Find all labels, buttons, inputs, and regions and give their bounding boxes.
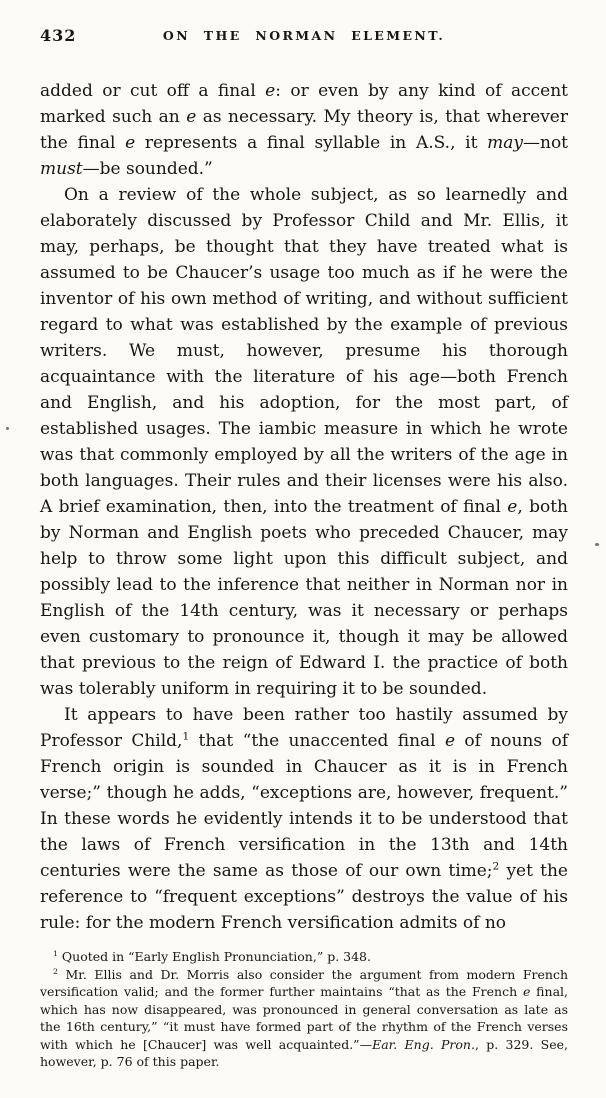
text-segment: Quoted in “Early English Pronunciation,” p. 348. — [57, 949, 371, 964]
footnote-ref: 2 — [53, 966, 58, 976]
paragraph — [40, 182, 568, 702]
paragraph — [40, 702, 568, 936]
text-segment: On a review of the whole subject, as so learnedly and elaborately discussed by Professor Child and Mr. Ellis, it may, perhaps, be thought that they have treated what is assumed to be Chaucer’s usage too much as if he were the inventor of his own method of writing, and without sufficient regard to what was established by the example of previous writers. We must, however, presume his thorough acquaintance with the literature of his age—both French and English, and his adoption, for the most part, of established usages. The iambic measure in which he wrote was that commonly employed by all the writers of the age in both languages. Their rules and their licenses were his also. A brief examination, then, into the treatment of final — [40, 185, 568, 517]
footnote-ref: 1 — [53, 948, 58, 958]
text-segment: represents a final syllable in A.S., it — [135, 133, 488, 153]
footnote-ref: 1 — [182, 730, 190, 743]
text-segment: yet the reference to “frequent exceptions” destroys the value of his rule: for the modern French versification admits of no — [40, 861, 568, 933]
body-text — [40, 78, 568, 936]
text-segment: may — [487, 133, 523, 153]
text-segment: e — [125, 133, 136, 153]
paragraph — [40, 78, 568, 182]
text-segment: added or cut off a final — [40, 81, 266, 101]
text-segment: as necessary. My theory is, that wherever the final — [40, 107, 568, 153]
scan-speck — [6, 427, 9, 430]
text-segment: e — [265, 81, 276, 101]
footnote — [40, 948, 568, 966]
text-segment: e — [507, 497, 518, 517]
text-segment: —not — [523, 133, 569, 153]
text-segment: e — [186, 107, 197, 127]
running-title: ON THE NORMAN ELEMENT. — [162, 28, 446, 43]
text-segment: that “the unaccented final — [189, 731, 445, 751]
text-segment: Mr. Ellis and Dr. Morris also consider the argument from modern French versification valid; and the former further maintains “that as the French — [40, 966, 568, 999]
text-segment: e — [444, 731, 456, 751]
text-segment: must — [40, 159, 83, 179]
scan-speck — [595, 543, 599, 546]
footnotes — [40, 948, 568, 1071]
text-segment: It appears to have been rather too hastily assumed by Professor Child, — [40, 705, 568, 751]
text-segment: , p. 329. See, however, p. 76 of this paper. — [40, 1036, 568, 1069]
page-header — [40, 26, 568, 46]
text-segment: , both by Norman and English poets who preceded Chaucer, may help to throw some light upon this difficult subject, and possibly lead to the inference that neither in Norman nor in English of the 14th century, was it necessary or perhaps even customary to pronounce it, though it may be allowed that previous to the reign of Edward I. the practice of both was tolerably uniform in requiring it to be sounded. — [40, 497, 568, 699]
text-segment: —be sounded.” — [82, 159, 213, 179]
page-number: 432 — [40, 26, 77, 45]
text-segment: final, which has now disappeared, was pronounced in general conversation as late as the 16th century,” “it must have formed part of the rhythm of the French verses with which he [Chaucer] was well acquainted.”— — [40, 984, 568, 1052]
text-segment: : or even by any kind of accent marked such an — [40, 81, 568, 127]
footnote — [40, 966, 568, 1071]
text-segment: e — [522, 984, 531, 999]
text-segment: of nouns of French origin is sounded in Chaucer as it is in French verse;” though he adds, “exceptions are, however, frequent.” In these words he evidently intends it to be understood that the laws of French versification in the 13th and 14th centuries were the same as those of our own time; — [40, 731, 568, 881]
text-segment: Ear. Eng. Pron. — [372, 1036, 475, 1052]
footnote-ref: 2 — [492, 860, 500, 873]
